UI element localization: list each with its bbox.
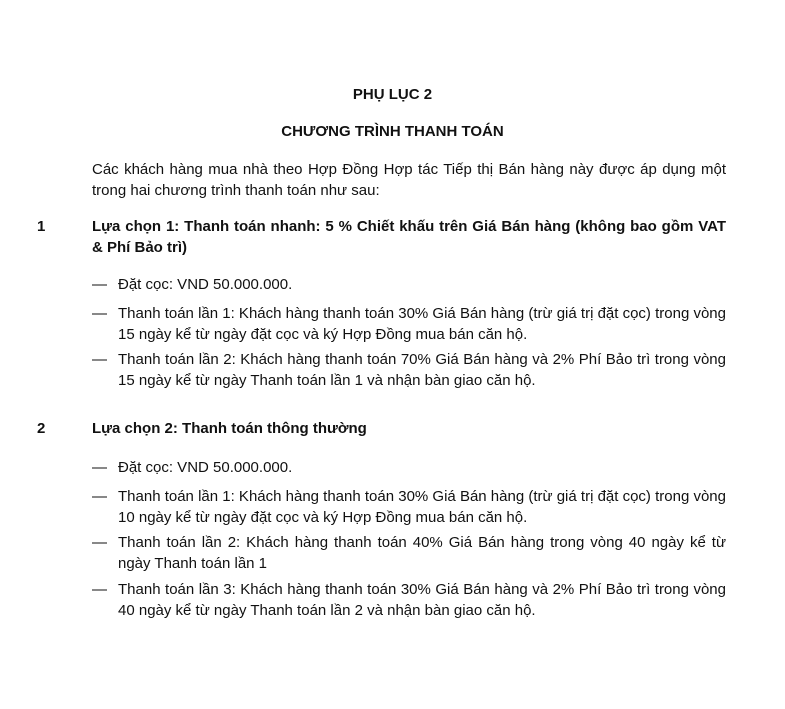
list-item: [92, 457, 726, 478]
list-item-text: Thanh toán lần 1: Khách hàng thanh toán 30% Giá Bán hàng (trừ giá trị đặt cọc) trong vòng 10 ngày kể từ ngày đặt cọc và ký Hợp Đồng mua bán căn hộ.: [118, 488, 726, 526]
list-item-text: Đặt cọc: VND 50.000.000.: [118, 459, 293, 476]
appendix-title: PHỤ LỤC 2: [352, 86, 433, 103]
dash-bullet: —: [92, 459, 107, 476]
intro-paragraph: Các khách hàng mua nhà theo Hợp Đồng Hợp tác Tiếp thị Bán hàng này được áp dụng một trong hai chương trình thanh toán như sau:: [92, 161, 726, 199]
dash-bullet: —: [92, 581, 107, 598]
list-item: [92, 303, 726, 345]
list-item: [92, 274, 726, 295]
list-item: [92, 349, 726, 391]
list-item-text: Thanh toán lần 2: Khách hàng thanh toán 70% Giá Bán hàng và 2% Phí Bảo trì trong vòng 15 ngày kể từ ngày Thanh toán lần 1 và nhận bàn giao căn hộ.: [118, 351, 726, 389]
section-heading: Lựa chọn 2: Thanh toán thông thường: [92, 420, 367, 437]
program-title: CHƯƠNG TRÌNH THANH TOÁN: [281, 123, 504, 140]
list-item-text: Đặt cọc: VND 50.000.000.: [118, 276, 293, 293]
list-item-text: Thanh toán lần 3: Khách hàng thanh toán 30% Giá Bán hàng và 2% Phí Bảo trì trong vòng 40 ngày kể từ ngày Thanh toán lần 2 và nhận bàn giao căn hộ.: [118, 581, 726, 619]
list-item: [92, 579, 726, 621]
list-item-text: Thanh toán lần 1: Khách hàng thanh toán 30% Giá Bán hàng (trừ giá trị đặt cọc) trong vòng 15 ngày kể từ ngày đặt cọc và ký Hợp Đồng mua bán căn hộ.: [118, 305, 726, 343]
dash-bullet: —: [92, 276, 107, 293]
dash-bullet: —: [92, 488, 107, 505]
list-item: [92, 486, 726, 528]
dash-bullet: —: [92, 351, 107, 368]
dash-bullet: —: [92, 305, 107, 322]
list-item: [92, 532, 726, 574]
section-number: 2: [37, 420, 46, 437]
dash-bullet: —: [92, 534, 107, 551]
section-heading: Lựa chọn 1: Thanh toán nhanh: 5 % Chiết khấu trên Giá Bán hàng (không bao gồm VAT & Phí Bảo trì): [92, 218, 726, 256]
list-item-text: Thanh toán lần 2: Khách hàng thanh toán 40% Giá Bán hàng trong vòng 40 ngày kể từ ngày Thanh toán lần 1: [118, 534, 726, 572]
section-number: 1: [37, 218, 46, 235]
